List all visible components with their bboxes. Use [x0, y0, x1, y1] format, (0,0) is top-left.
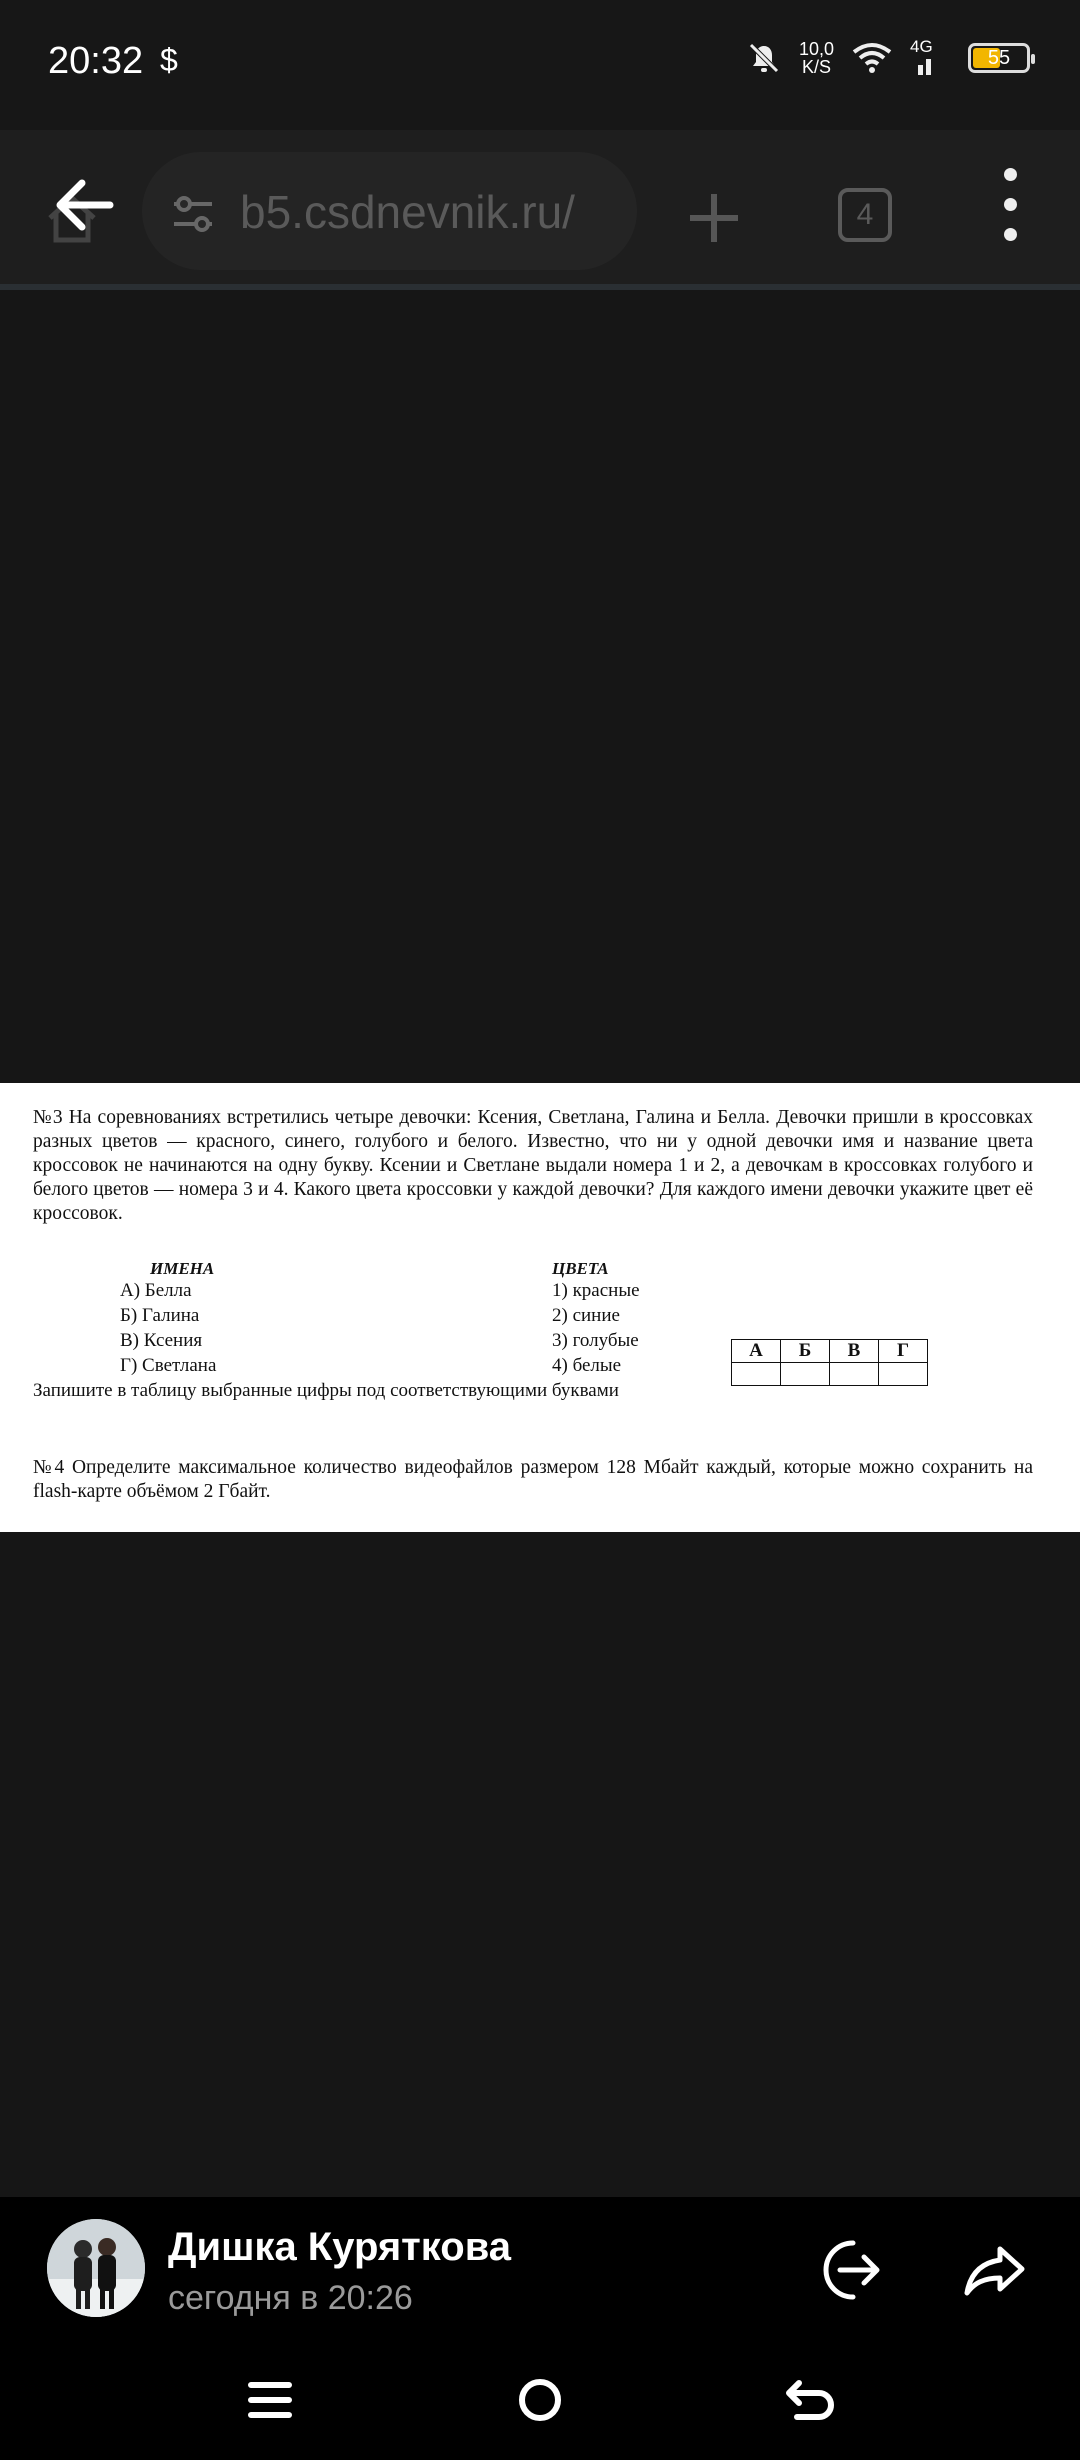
net-speed-value: 10,0	[798, 39, 834, 59]
names-title: ИМЕНА	[150, 1259, 215, 1278]
mute-icon	[747, 41, 781, 75]
task3-text: №3 На соревнованиях встретились четыре девочки: Ксения, Светлана, Галина и Белла. Девочки пришли в кроссовках разных цветов — красного, синего, голубого и белого. Известно, что ни у одной девочки имя и название цвета кроссовок не начинаются на одну букву. Ксении и Светлане выдали номера 1 и 2, а девочкам в кроссовках голубого и белого цветов — номера 3 и 4. Какого цвета кроссовки у каждой девочки? Для каждого имени девочки укажите цвет её кроссовок.	[33, 1107, 1033, 1224]
table-header-cell: В	[830, 1340, 879, 1363]
color-option: 1) красные	[552, 1280, 640, 1301]
table-header-cell: Г	[879, 1340, 928, 1363]
name-option: В) Ксения	[120, 1330, 203, 1351]
browser-toolbar	[0, 130, 1080, 290]
tabs-icon[interactable]: 4	[838, 188, 892, 242]
back-arrow-icon[interactable]	[50, 170, 120, 240]
toolbar-divider	[0, 284, 1080, 290]
message-time: сегодня в 20:26	[168, 2279, 413, 2317]
table-header-cell: Б	[781, 1340, 830, 1363]
table-header-cell: А	[732, 1340, 781, 1363]
plus-icon[interactable]	[686, 190, 742, 246]
tune-icon[interactable]	[170, 194, 216, 234]
name-option: Г) Светлана	[120, 1355, 217, 1376]
status-icons	[747, 37, 1030, 77]
message-footer	[0, 2197, 1080, 2345]
color-option: 3) голубые	[552, 1330, 639, 1351]
network-type: 4G	[910, 37, 933, 56]
system-nav-bar	[0, 2345, 1080, 2460]
back-icon[interactable]	[775, 2365, 845, 2435]
task4-text: №4 Определите максимальное количество видеофайлов размером 128 Мбайт каждый, которые можно сохранить на flash-карте объёмом 2 Гбайт.	[33, 1457, 1033, 1502]
net-speed-unit: K/S	[801, 57, 831, 77]
more-vert-icon[interactable]	[996, 168, 1024, 258]
status-extra-glyph: $	[160, 42, 178, 78]
colors-title: ЦВЕТА	[552, 1259, 609, 1278]
color-option: 4) белые	[552, 1355, 622, 1376]
net-speed	[799, 40, 834, 76]
status-bar	[0, 0, 1080, 130]
document-image	[0, 1083, 1080, 1532]
table-answer-cell	[879, 1363, 928, 1386]
home-icon[interactable]	[505, 2365, 575, 2435]
share-icon[interactable]	[960, 2235, 1030, 2305]
color-option: 2) синие	[552, 1305, 620, 1326]
name-option: Б) Галина	[120, 1305, 200, 1326]
signal-icon	[910, 37, 950, 75]
sender-name[interactable]: Дишка Куряткова	[168, 2225, 512, 2269]
table-answer-cell	[781, 1363, 830, 1386]
table-answer-cell	[732, 1363, 781, 1386]
url-text[interactable]: b5.csdnevnik.ru/	[240, 186, 575, 238]
reply-icon[interactable]	[818, 2235, 888, 2305]
table-answer-cell	[830, 1363, 879, 1386]
table-header-row	[732, 1340, 928, 1363]
battery-icon	[968, 43, 1030, 73]
menu-icon[interactable]	[235, 2365, 305, 2435]
avatar[interactable]	[47, 2219, 145, 2317]
task3-instruction: Запишите в таблицу выбранные цифры под соответствующими буквами	[33, 1380, 619, 1401]
wifi-icon	[852, 42, 892, 74]
name-option: А) Белла	[120, 1280, 192, 1301]
table-answer-row	[732, 1363, 928, 1386]
answer-table	[731, 1339, 928, 1386]
battery-level: 55	[987, 47, 1011, 69]
status-time: 20:32	[48, 40, 144, 82]
